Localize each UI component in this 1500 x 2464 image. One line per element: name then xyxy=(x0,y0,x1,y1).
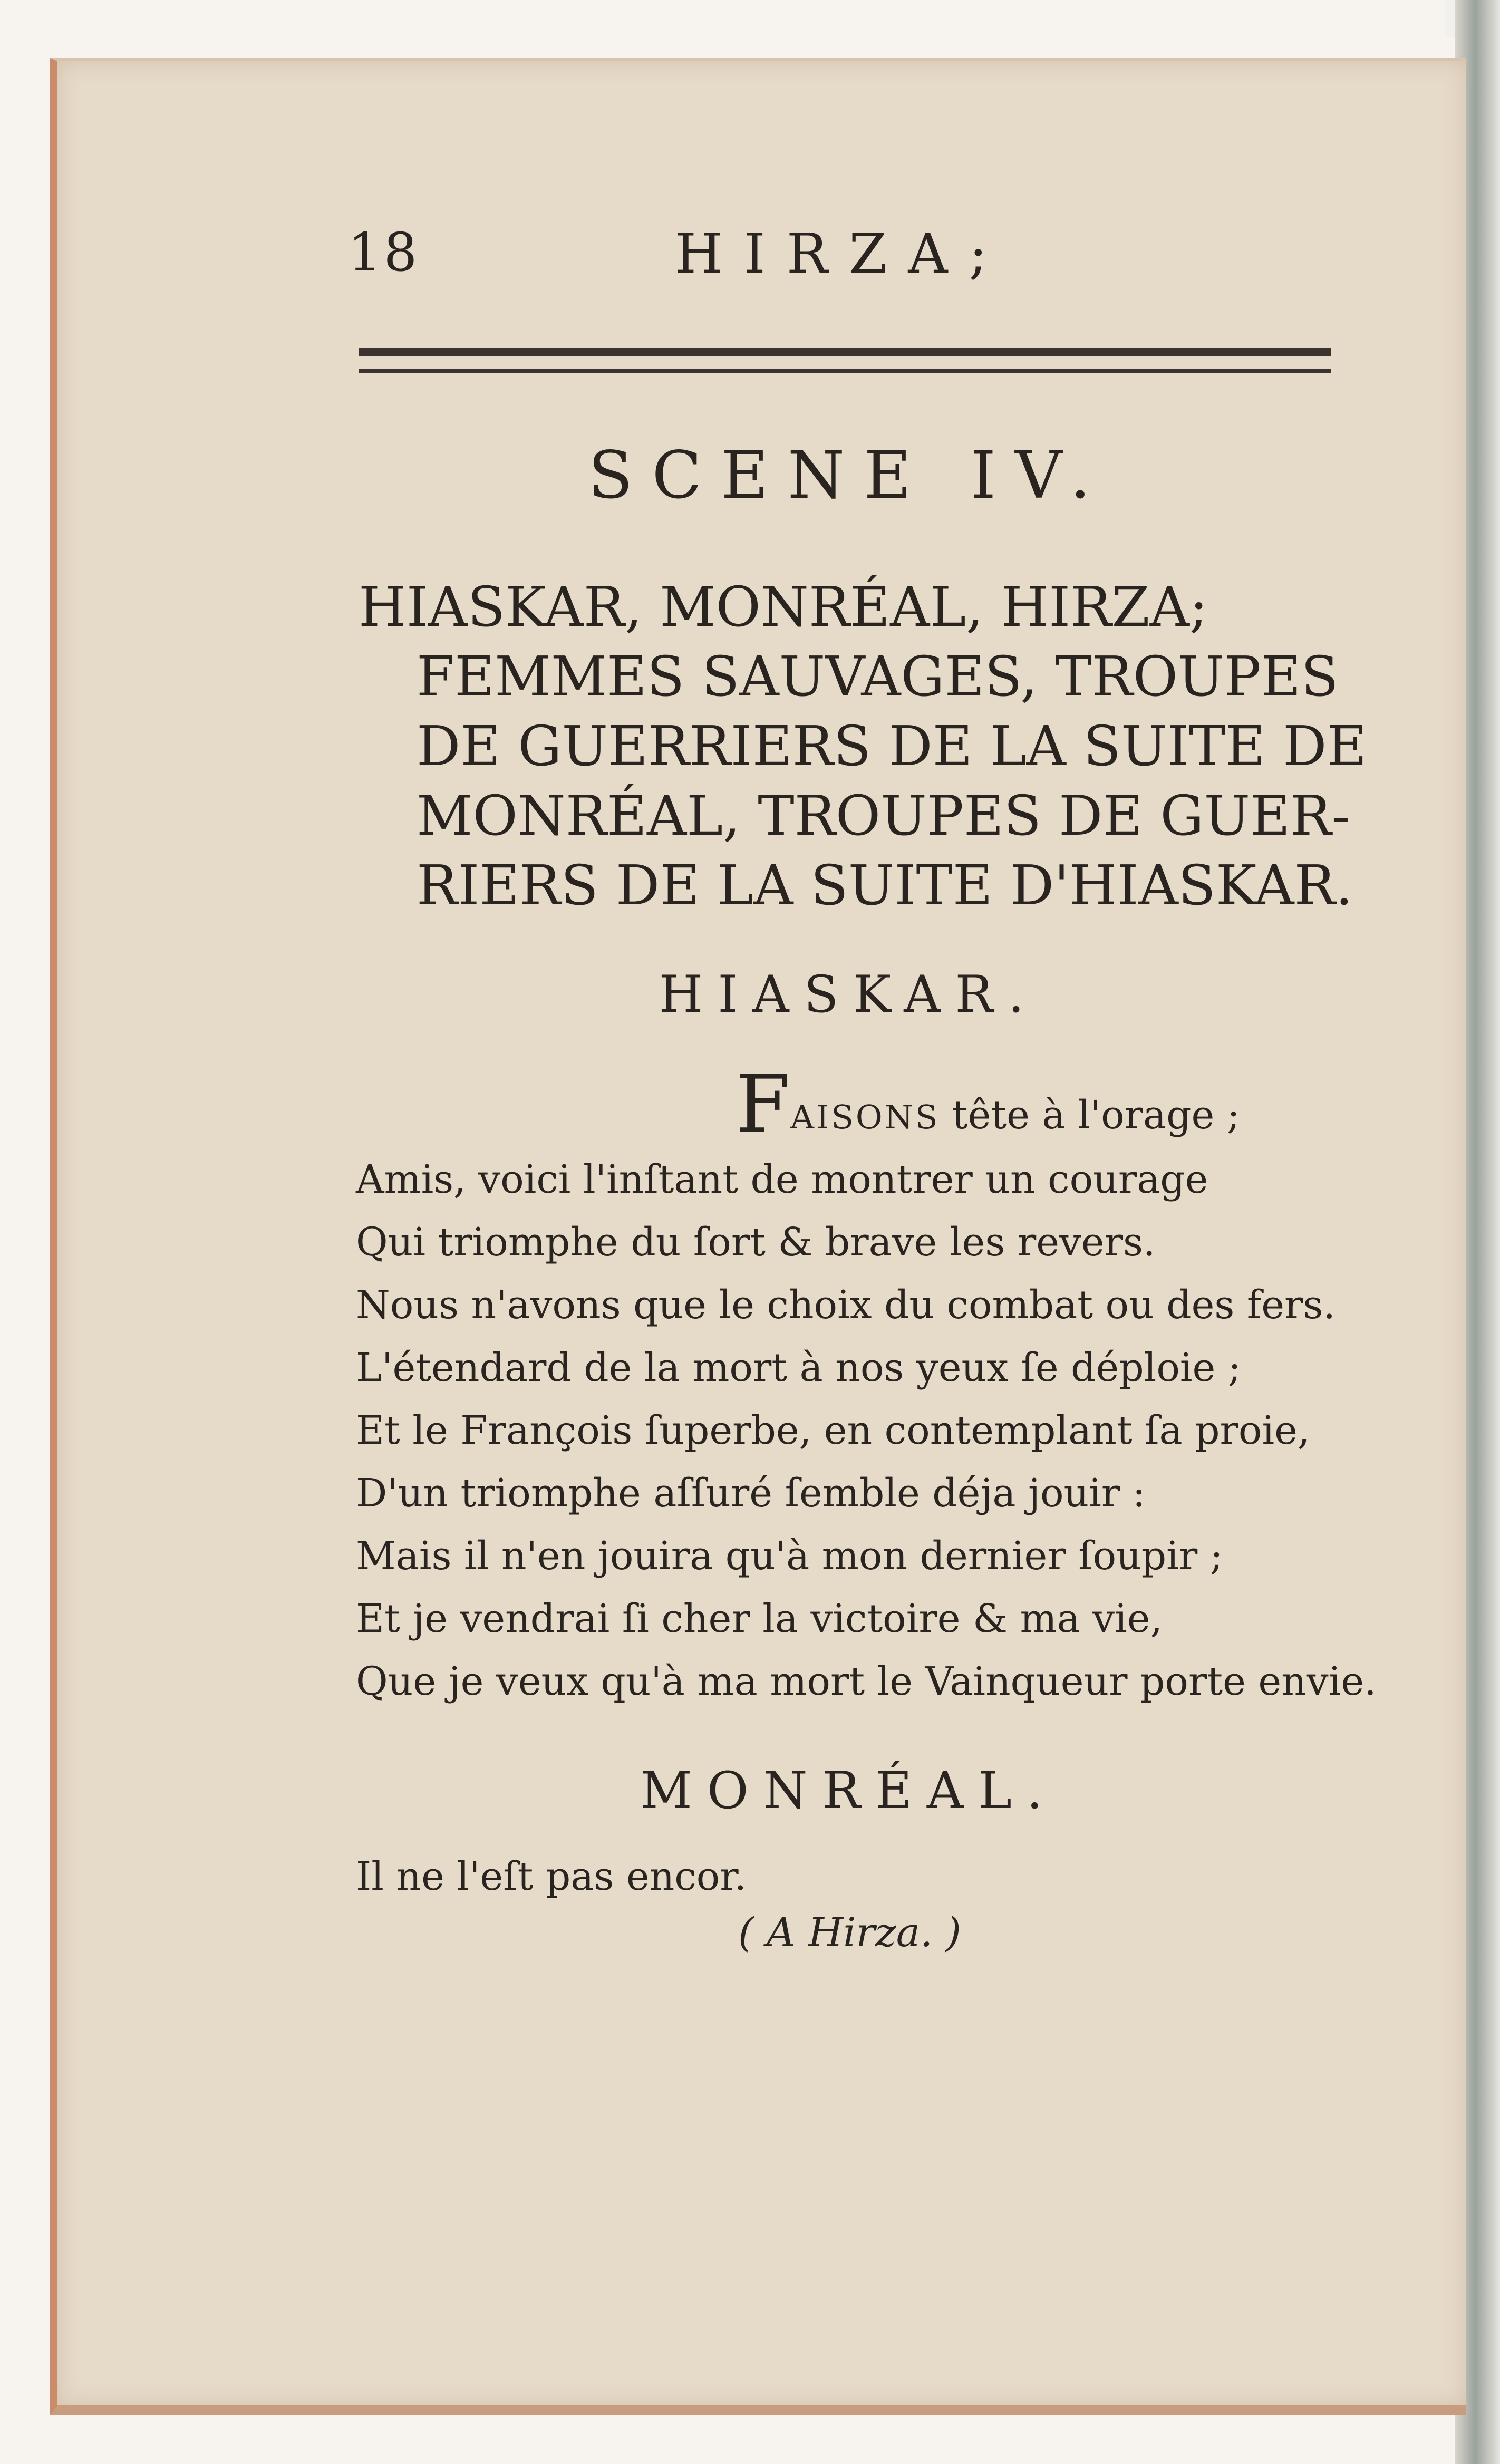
cast-line: DE GUERRIERS DE LA SUITE DE xyxy=(417,714,1367,778)
cast-line: RIERS DE LA SUITE D'HIASKAR. xyxy=(417,853,1353,917)
speech-verse xyxy=(356,1845,1400,1908)
header-rule-thin xyxy=(359,369,1331,373)
verse-line: Mais il n'en jouira qu'à mon dernier ſoupir ; xyxy=(356,1533,1223,1579)
verse-line: L'étendard de la mort à nos yeux ſe déploie ; xyxy=(356,1345,1241,1390)
drop-cap: F xyxy=(736,1059,791,1151)
verse-line: Que je veux qu'à ma mort le Vainqueur porte envie. xyxy=(356,1659,1377,1704)
verse-line xyxy=(356,1059,1400,1151)
verse-line: Et je vendrai ſi cher la victoire & ma vie, xyxy=(356,1596,1163,1641)
scene-title: SCENE IV. xyxy=(588,438,1110,514)
verse-line: D'un triomphe aſſuré ſemble déja jouir : xyxy=(356,1471,1146,1516)
speaker-name: HIASKAR. xyxy=(659,965,1039,1024)
stage-direction: ( A Hirza. ) xyxy=(738,1909,962,1956)
cast-list xyxy=(359,572,1371,920)
speaker-name: MONRÉAL. xyxy=(640,1761,1058,1820)
verse-line: Amis, voici l'inſtant de montrer un courage xyxy=(356,1157,1208,1202)
cast-line: FEMMES SAUVAGES, TROUPES xyxy=(417,644,1339,709)
verse-line: Et le François ſuperbe, en contemplant ſa proie, xyxy=(356,1408,1310,1453)
page-number: 18 xyxy=(348,221,420,283)
speech-verse xyxy=(356,1059,1400,1713)
cast-line: MONRÉAL, TROUPES DE GUER- xyxy=(417,784,1350,848)
verse-line-rest: tête à l'orage ; xyxy=(940,1093,1240,1138)
verse-line: Il ne l'eſt pas encor. xyxy=(356,1854,747,1899)
verse-line: Qui triomphe du ſort & brave les revers. xyxy=(356,1220,1156,1265)
running-title: HIRZA; xyxy=(675,221,1009,286)
header-rule-thick xyxy=(359,348,1331,356)
cast-line: HIASKAR, MONRÉAL, HIRZA; xyxy=(359,575,1208,639)
small-caps-word: AISONS xyxy=(790,1098,940,1136)
running-head xyxy=(348,221,1402,295)
verse-line: Nous n'avons que le choix du combat ou des fers. xyxy=(356,1282,1336,1328)
